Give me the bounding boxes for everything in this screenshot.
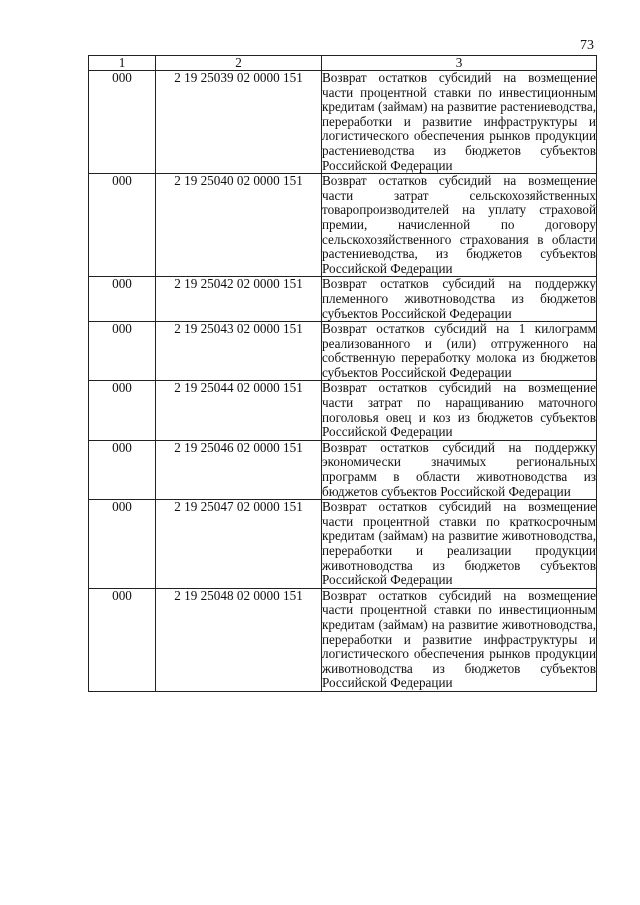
budget-code-cell: 2 19 25048 02 0000 151 xyxy=(156,588,322,691)
table-body xyxy=(89,71,597,692)
administrator-code-cell: 000 xyxy=(89,588,156,691)
budget-code-cell: 2 19 25039 02 0000 151 xyxy=(156,71,322,174)
budget-code-cell: 2 19 25044 02 0000 151 xyxy=(156,381,322,440)
table-row xyxy=(89,381,597,440)
table-row xyxy=(89,588,597,691)
description-cell: Возврат остатков субсидий на возмещение части процентной ставки по инвестиционным кредитам (займам) на развитие животноводства, переработки и развитие инфраструктуры и логистического обеспечения рынков продукции животноводства из бюджетов субъектов Российской Федерации xyxy=(322,587,596,691)
description-cell: Возврат остатков субсидий на возмещение части процентной ставки по краткосрочным кредитам (займам) на развитие животноводства, переработки и реализации продукции животноводства из бюджетов субъектов Российской Федерации xyxy=(322,499,596,588)
description-cell: Возврат остатков субсидий на возмещение части затрат сельскохозяйственных товаропроизводителей на уплату страховой премии, начисленной по договору сельскохозяйственного страхования в области растениеводства, из бюджетов субъектов Российской Федерации xyxy=(322,173,596,276)
budget-code-cell: 2 19 25043 02 0000 151 xyxy=(156,322,322,381)
administrator-code-cell: 000 xyxy=(89,381,156,440)
table-row xyxy=(89,174,597,277)
description-cell: Возврат остатков субсидий на поддержку экономически значимых региональных программ в области животноводства из бюджетов субъектов Российской Федерации xyxy=(322,439,596,499)
administrator-code-cell: 000 xyxy=(89,277,156,322)
budget-code-cell: 2 19 25046 02 0000 151 xyxy=(156,440,322,499)
page-number: 73 xyxy=(580,38,594,53)
description-cell: Возврат остатков субсидий на 1 килограмм реализованного и (или) отгруженного на собственную переработку молока из бюджетов субъектов Российской Федерации xyxy=(322,321,596,380)
table-row xyxy=(89,500,597,589)
administrator-code-cell: 000 xyxy=(89,500,156,589)
table-row xyxy=(89,71,597,174)
administrator-code-cell: 000 xyxy=(89,322,156,381)
administrator-code-cell: 000 xyxy=(89,174,156,277)
column-header-3: 3 xyxy=(322,56,597,71)
budget-classification-table xyxy=(88,55,597,692)
table-header xyxy=(89,56,597,71)
table-row xyxy=(89,440,597,499)
header-row xyxy=(89,56,597,71)
description-cell: Возврат остатков субсидий на поддержку племенного животноводства из бюджетов субъектов Российской Федерации xyxy=(322,276,596,321)
budget-code-cell: 2 19 25047 02 0000 151 xyxy=(156,500,322,589)
administrator-code-cell: 000 xyxy=(89,71,156,174)
column-header-1: 1 xyxy=(89,56,156,71)
description-cell: Возврат остатков субсидий на возмещение части процентной ставки по инвестиционным кредитам (займам) на развитие растениеводства, переработки и развитие инфраструктуры и логистического обеспечения рынков продукции растениеводства из бюджетов субъектов Российской Федерации xyxy=(322,70,596,173)
administrator-code-cell: 000 xyxy=(89,440,156,499)
description-cell: Возврат остатков субсидий на возмещение части затрат по наращиванию маточного поголовья овец и коз из бюджетов субъектов Российской Федерации xyxy=(322,380,596,440)
budget-code-cell: 2 19 25042 02 0000 151 xyxy=(156,277,322,322)
budget-code-cell: 2 19 25040 02 0000 151 xyxy=(156,174,322,277)
column-header-2: 2 xyxy=(156,56,322,71)
table-row xyxy=(89,322,597,381)
table-row xyxy=(89,277,597,322)
